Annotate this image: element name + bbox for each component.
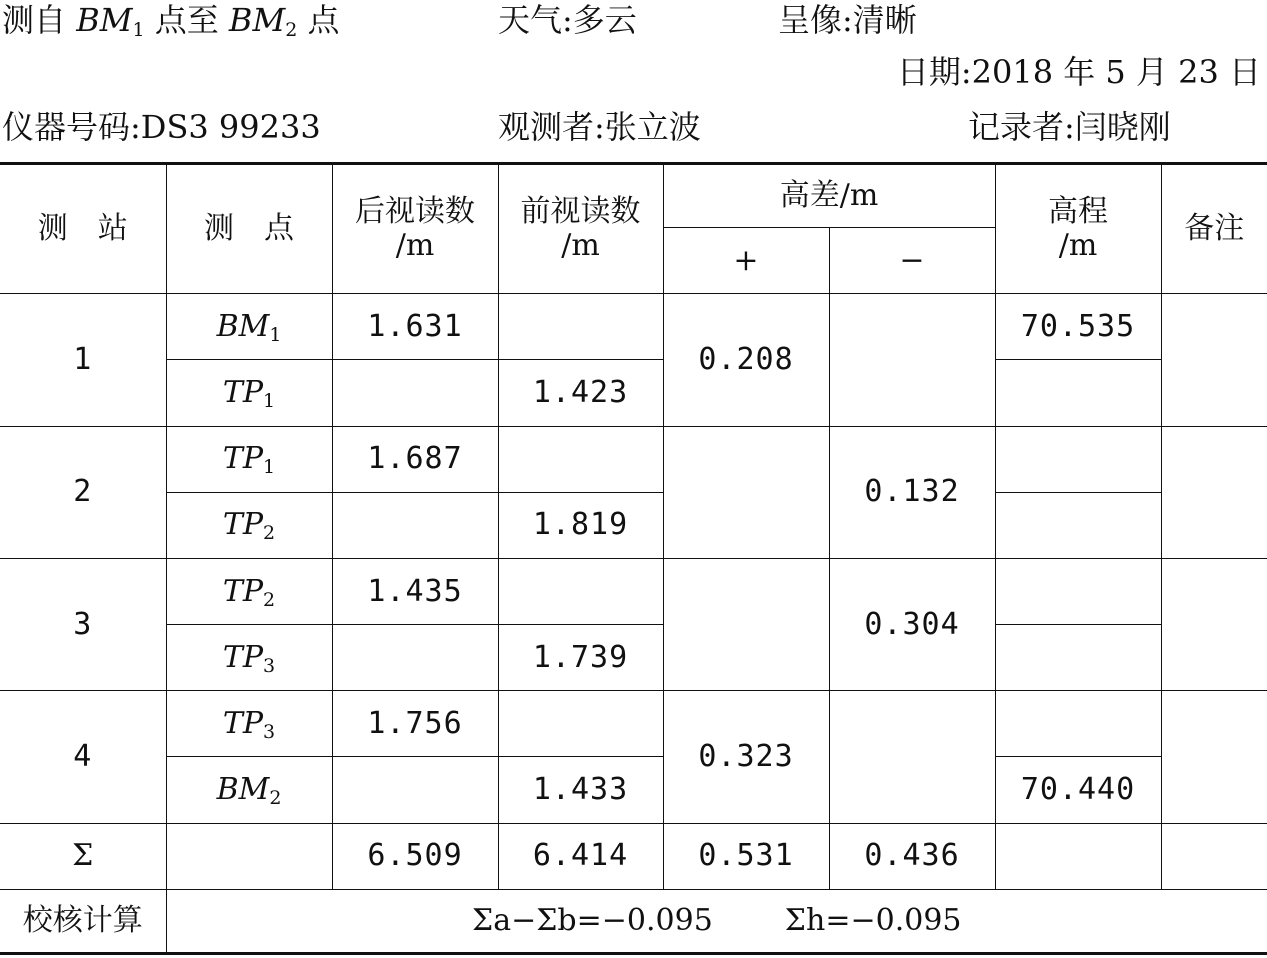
backsight-cell	[332, 757, 498, 823]
point-subscript: 3	[263, 654, 276, 677]
point-cell	[166, 558, 332, 624]
foresight-header: 前视读数 /m	[498, 164, 663, 294]
elevation-cell	[995, 558, 1161, 624]
plus-diff-cell	[663, 558, 829, 690]
point-header: 测 点	[166, 164, 332, 294]
foresight-cell	[498, 294, 663, 360]
point-subscript: 1	[269, 323, 282, 346]
point-subscript: 3	[263, 720, 276, 743]
foresight-cell	[498, 426, 663, 492]
table-row	[0, 691, 1267, 757]
point-name: TP	[222, 507, 264, 543]
point-cell	[166, 625, 332, 691]
plus-diff-cell: 0.323	[663, 691, 829, 823]
check-label: 校核计算	[0, 889, 166, 953]
point-cell	[166, 691, 332, 757]
minus-diff-cell	[829, 294, 995, 426]
station-header: 测 站	[0, 164, 166, 294]
table-row	[0, 294, 1267, 360]
elevation-cell: 70.440	[995, 757, 1161, 823]
point-cell	[166, 426, 332, 492]
elevation-cell: 70.535	[995, 294, 1161, 360]
backsight-cell	[332, 492, 498, 558]
elevation-cell	[995, 360, 1161, 426]
elevation-cell	[995, 691, 1161, 757]
backsight-cell: 1.435	[332, 558, 498, 624]
point-cell	[166, 492, 332, 558]
minus-diff-cell: 0.304	[829, 558, 995, 690]
foresight-cell: 1.739	[498, 625, 663, 691]
point-name: TP	[222, 639, 264, 675]
plus-diff-cell: 0.208	[663, 294, 829, 426]
remarks-cell	[1161, 426, 1267, 558]
sum-row	[0, 823, 1267, 889]
point-name: TP	[222, 705, 264, 741]
backsight-cell: 1.631	[332, 294, 498, 360]
point-cell	[166, 757, 332, 823]
point-name: TP	[222, 441, 264, 477]
header-row	[0, 164, 1267, 228]
sum-foresight: 6.414	[498, 823, 663, 889]
point-subscript: 1	[263, 390, 276, 413]
recorder-field: 记录者:闫晓刚	[968, 108, 1171, 146]
foresight-cell	[498, 558, 663, 624]
check-row	[0, 889, 1267, 953]
remarks-header: 备注	[1161, 164, 1267, 294]
station-cell: 4	[0, 691, 166, 823]
point-cell	[166, 294, 332, 360]
leveling-record-table	[0, 162, 1267, 955]
point-subscript: 2	[263, 588, 276, 611]
point-subscript: 2	[269, 786, 282, 809]
remarks-cell	[1161, 294, 1267, 426]
remarks-cell	[1161, 691, 1267, 823]
point-cell	[166, 360, 332, 426]
table-row	[0, 360, 1267, 426]
foresight-cell: 1.819	[498, 492, 663, 558]
plus-header: +	[663, 228, 829, 294]
image-quality-field: 呈像:清晰	[778, 1, 917, 39]
minus-diff-cell: 0.132	[829, 426, 995, 558]
minus-diff-cell	[829, 691, 995, 823]
foresight-cell: 1.433	[498, 757, 663, 823]
instrument-field: 仪器号码:DS3 99233	[2, 108, 321, 146]
sum-elevation	[995, 823, 1161, 889]
foresight-cell: 1.423	[498, 360, 663, 426]
elevation-cell	[995, 426, 1161, 492]
weather-field: 天气:多云	[498, 1, 637, 39]
observer-field: 观测者:张立波	[498, 108, 701, 146]
point-name: TP	[222, 375, 264, 411]
elevation-header: 高程 /m	[995, 164, 1161, 294]
sum-label: Σ	[0, 823, 166, 889]
point-subscript: 1	[263, 456, 276, 479]
plus-diff-cell	[663, 426, 829, 558]
backsight-cell: 1.756	[332, 691, 498, 757]
check-expr-sum-h: Σh=−0.095	[784, 902, 962, 938]
point-name: BM	[216, 771, 270, 807]
station-cell: 1	[0, 294, 166, 426]
sum-minus: 0.436	[829, 823, 995, 889]
sum-backsight: 6.509	[332, 823, 498, 889]
sum-point-cell	[166, 823, 332, 889]
point-name: BM	[216, 308, 270, 344]
point-subscript: 2	[263, 522, 276, 545]
backsight-cell	[332, 360, 498, 426]
point-name: TP	[222, 573, 264, 609]
route-title: 测自 $BM_1$ 点至 $BM_2$ 点	[2, 1, 340, 41]
elevation-cell	[995, 625, 1161, 691]
table-row	[0, 426, 1267, 492]
sum-remarks	[1161, 823, 1267, 889]
remarks-cell	[1161, 558, 1267, 690]
minus-header: −	[829, 228, 995, 294]
table-row	[0, 625, 1267, 691]
backsight-header: 后视读数 /m	[332, 164, 498, 294]
table-row	[0, 558, 1267, 624]
check-expr-sum-ab: Σa−Σb=−0.095	[471, 902, 713, 938]
elevation-cell	[995, 492, 1161, 558]
height-diff-header: 高差/m	[663, 164, 995, 228]
backsight-cell: 1.687	[332, 426, 498, 492]
table-row	[0, 492, 1267, 558]
check-expression	[166, 889, 1267, 953]
date-field: 日期:2018 年 5 月 23 日	[896, 53, 1261, 91]
table-row	[0, 757, 1267, 823]
sum-plus: 0.531	[663, 823, 829, 889]
backsight-cell	[332, 625, 498, 691]
station-cell: 2	[0, 426, 166, 558]
station-cell: 3	[0, 558, 166, 690]
foresight-cell	[498, 691, 663, 757]
